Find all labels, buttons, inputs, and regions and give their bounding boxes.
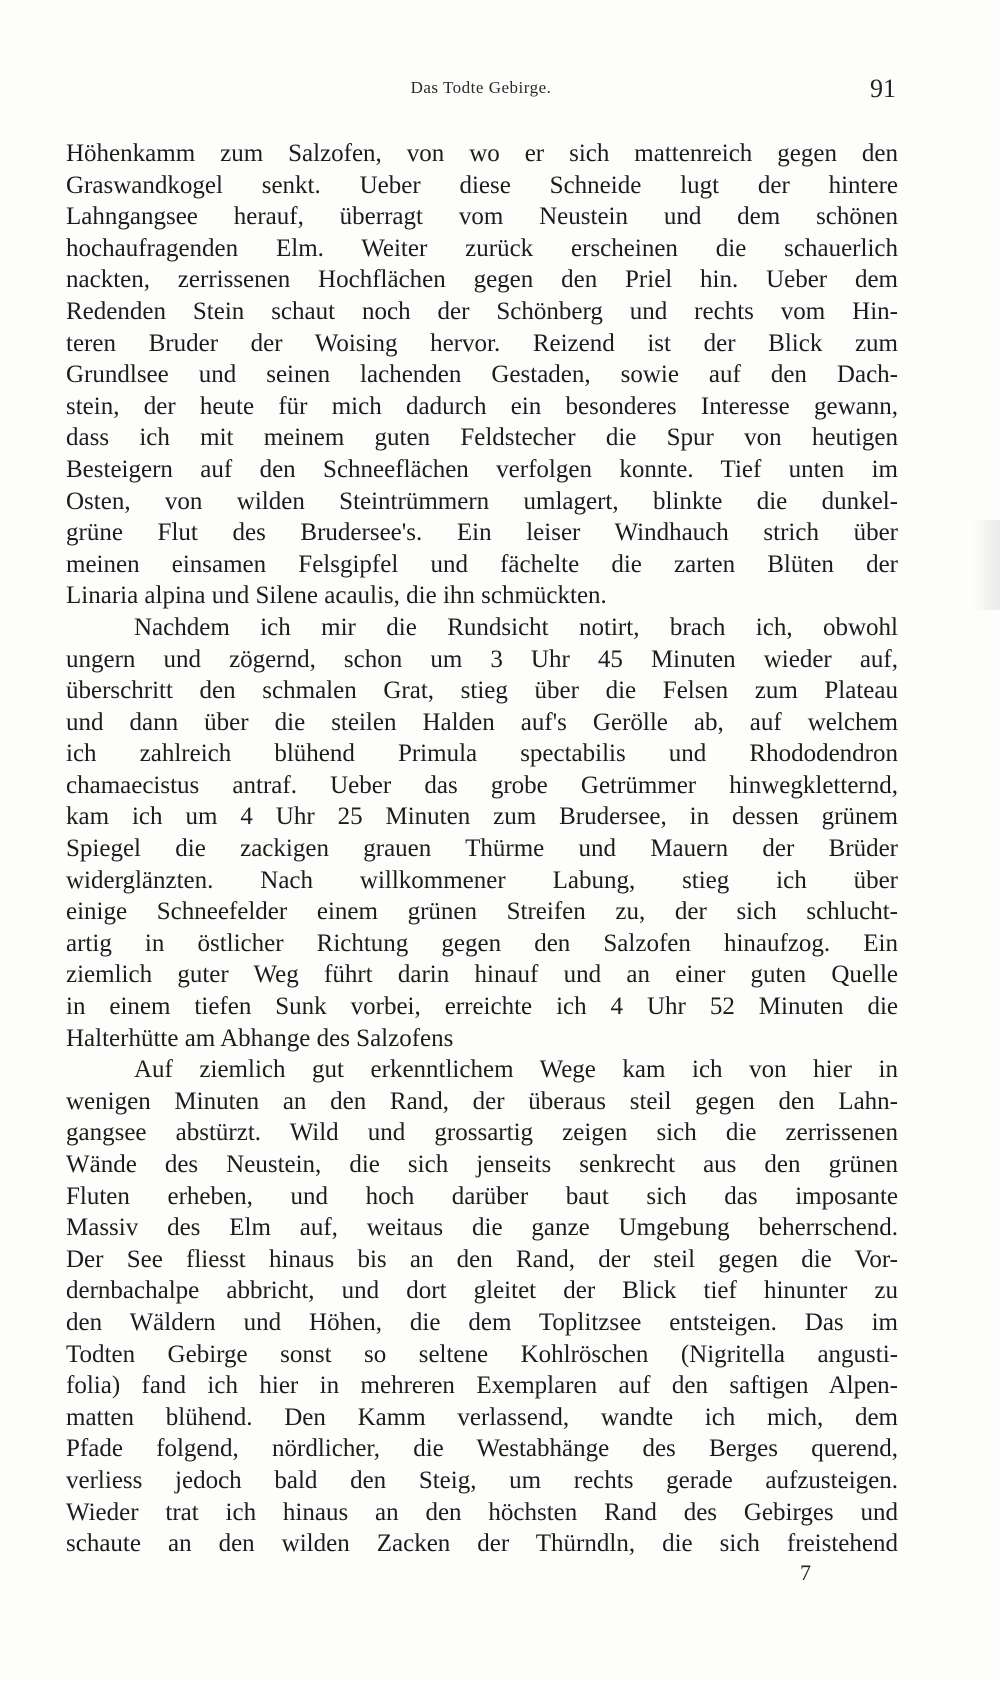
text-line: gangsee abstürzt. Wild und grossartig zeigen sich die zerrissenen bbox=[66, 1119, 898, 1147]
text-line: Linaria alpina und Silene acaulis, die ihn schmückten. bbox=[66, 582, 607, 610]
text-line: ich zahlreich blühend Primula spectabilis und Rhododendron bbox=[66, 740, 898, 768]
text-line: teren Bruder der Woising hervor. Reizend ist der Blick zum bbox=[66, 329, 898, 357]
text-line: Höhenkamm zum Salzofen, von wo er sich mattenreich gegen den bbox=[66, 140, 898, 167]
text-line: den Wäldern und Höhen, die dem Toplitzsee entsteigen. Das im bbox=[66, 1308, 898, 1336]
text-line: Pfade folgend, nördlicher, die Westabhänge des Berges querend, bbox=[66, 1435, 898, 1463]
text-line: Osten, von wilden Steintrümmern umlagert, blinkte die dunkel- bbox=[66, 487, 898, 515]
text-line: Redenden Stein schaut noch der Schönberg und rechts vom Hin- bbox=[66, 297, 898, 325]
text-line: Halterhütte am Abhange des Salzofens bbox=[66, 1024, 454, 1052]
text-line: folia) fand ich hier in mehreren Exemplaren auf den saftigen Alpen- bbox=[66, 1372, 898, 1400]
text-line: verliess jedoch bald den Steig, um rechts gerade aufzusteigen. bbox=[66, 1466, 898, 1494]
text-line: und dann über die steilen Halden auf's Gerölle ab, auf welchem bbox=[66, 708, 898, 736]
text-line: Grundlsee und seinen lachenden Gestaden, sowie auf den Dach- bbox=[66, 361, 898, 389]
text-line: in einem tiefen Sunk vorbei, erreichte ich 4 Uhr 52 Minuten die bbox=[66, 993, 898, 1021]
text-line: ungern und zögernd, schon um 3 Uhr 45 Minuten wieder auf, bbox=[66, 645, 898, 673]
page-edge-smudge bbox=[972, 520, 1000, 610]
page-number: 91 bbox=[870, 74, 896, 103]
text-line: Todten Gebirge sonst so seltene Kohlröschen (Nigritella angusti- bbox=[66, 1340, 898, 1368]
text-line: ziemlich guter Weg führt darin hinauf und an einer guten Quelle bbox=[66, 961, 898, 989]
text-line: chamaecistus antraf. Ueber das grobe Getrümmer hinwegkletternd, bbox=[66, 771, 898, 799]
text-line: dass ich mit meinem guten Feldstecher die Spur von heutigen bbox=[66, 424, 898, 452]
text-line: Besteigern auf den Schneeflächen verfolgen konnte. Tief unten im bbox=[66, 455, 898, 483]
text-line: stein, der heute für mich dadurch ein besonderes Interesse gewann, bbox=[66, 392, 898, 420]
text-line: meinen einsamen Felsgipfel und fächelte die zarten Blüten der bbox=[66, 550, 898, 578]
text-line: Auf ziemlich gut erkenntlichem Wege kam ich von hier in bbox=[134, 1056, 898, 1084]
text-line: matten blühend. Den Kamm verlassend, wandte ich mich, dem bbox=[66, 1403, 898, 1431]
text-line: einige Schneefelder einem grünen Streifen zu, der sich schlucht- bbox=[66, 898, 898, 926]
text-line: Nachdem ich mir die Rundsicht notirt, brach ich, obwohl bbox=[134, 613, 898, 641]
running-title: Das Todte Gebirge. bbox=[410, 78, 552, 97]
text-line: dernbachalpe abbricht, und dort gleitet der Blick tief hinunter zu bbox=[66, 1277, 898, 1305]
text-line: grüne Flut des Brudersee's. Ein leiser Windhauch strich über bbox=[66, 519, 898, 547]
page-header bbox=[66, 74, 896, 108]
text-line: kam ich um 4 Uhr 25 Minuten zum Brudersee, in dessen grünem bbox=[66, 803, 898, 831]
text-line: Graswandkogel senkt. Ueber diese Schneide lugt der hintere bbox=[66, 171, 898, 199]
signature-mark: 7 bbox=[800, 1560, 811, 1585]
text-line: Fluten erheben, und hoch darüber baut sich das imposante bbox=[66, 1182, 898, 1210]
text-line: widerglänzten. Nach willkommener Labung, stieg ich über bbox=[66, 866, 898, 894]
text-line: Wieder trat ich hinaus an den höchsten Rand des Gebirges und bbox=[66, 1498, 898, 1526]
text-line: Massiv des Elm auf, weitaus die ganze Umgebung beherrschend. bbox=[66, 1214, 898, 1242]
text-line: artig in östlicher Richtung gegen den Salzofen hinaufzog. Ein bbox=[66, 929, 898, 957]
text-line: überschritt den schmalen Grat, stieg über die Felsen zum Plateau bbox=[66, 677, 898, 705]
text-line: hochaufragenden Elm. Weiter zurück erscheinen die schauerlich bbox=[66, 234, 898, 262]
text-line: Der See fliesst hinaus bis an den Rand, der steil gegen die Vor- bbox=[66, 1245, 898, 1273]
text-line: wenigen Minuten an den Rand, der überaus steil gegen den Lahn- bbox=[66, 1087, 898, 1115]
text-line: Wände des Neustein, die sich jenseits senkrecht aus den grünen bbox=[66, 1151, 898, 1178]
body-text bbox=[66, 138, 898, 1560]
text-line: nackten, zerrissenen Hochflächen gegen den Priel hin. Ueber dem bbox=[66, 266, 898, 294]
text-line: Spiegel die zackigen grauen Thürme und Mauern der Brüder bbox=[66, 835, 898, 863]
text-line: Lahngangsee herauf, überragt vom Neustein und dem schönen bbox=[66, 203, 898, 231]
text-line: schaute an den wilden Zacken der Thürndln, die sich freistehend bbox=[66, 1530, 898, 1558]
